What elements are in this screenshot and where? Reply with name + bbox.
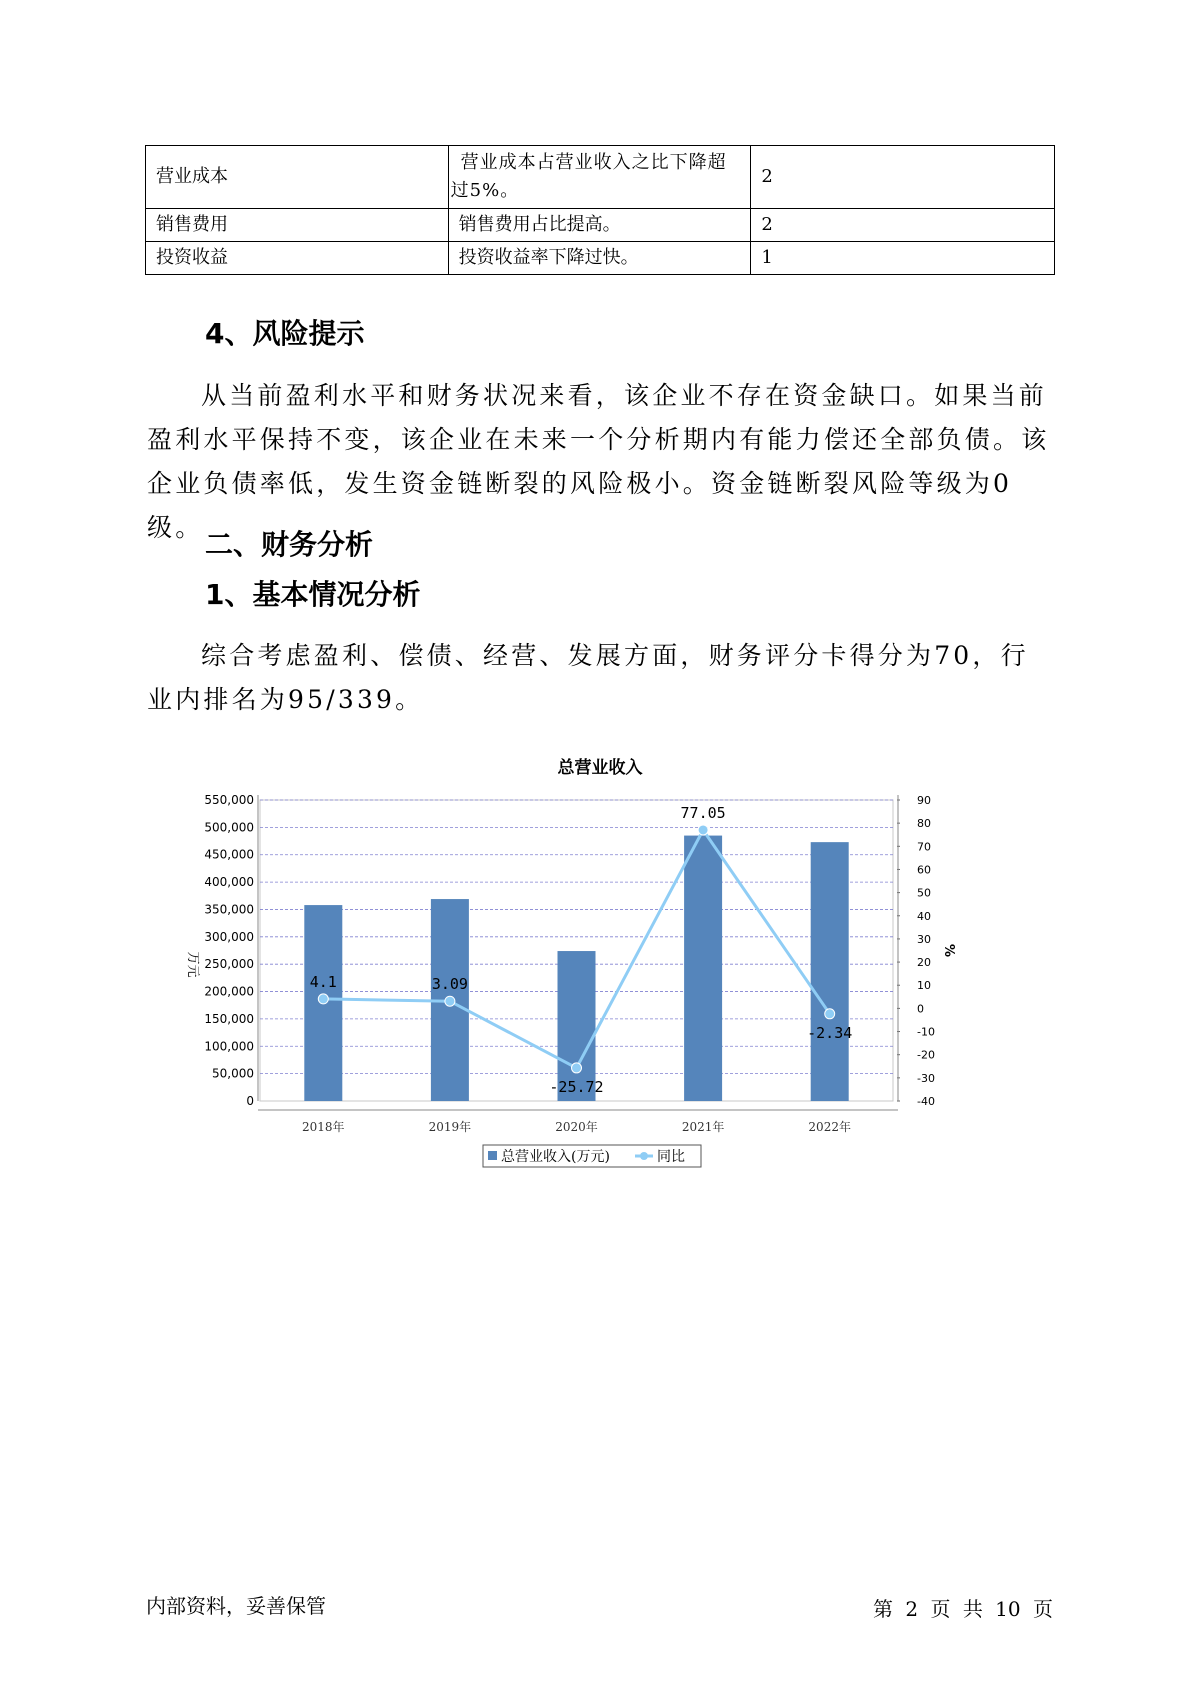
yoy-point: [445, 996, 455, 1006]
x-tick-label: 2022年: [808, 1120, 851, 1134]
y-tick-label: 350,000: [204, 902, 254, 917]
y2-tick-label: -30: [917, 1071, 935, 1085]
y2-tick-label: 10: [917, 979, 931, 993]
footer-page-number: 第 2 页 共 10 页: [873, 1597, 1053, 1621]
bar: [811, 842, 849, 1101]
y-tick-label: 400,000: [204, 875, 254, 890]
y2-tick-label: -20: [917, 1048, 935, 1062]
y-tick-label: 50,000: [212, 1066, 254, 1081]
table-row: [146, 146, 1055, 209]
table-row: [146, 209, 1055, 242]
y-tick-label: 250,000: [204, 957, 254, 972]
y2-tick-label: 60: [917, 863, 931, 877]
y2-tick-label: 70: [917, 840, 931, 854]
x-tick-label: 2021年: [681, 1120, 725, 1134]
yoy-data-label: 4.1: [309, 972, 337, 991]
chart-legend: [483, 1145, 701, 1167]
legend-swatch-bar: [488, 1151, 497, 1160]
risk-heading: 4、风险提示: [205, 317, 365, 350]
revenue-chart: [175, 745, 975, 1205]
table-row: [146, 242, 1055, 275]
finance-heading: 二、财务分析: [205, 528, 374, 561]
y2-tick-label: -40: [917, 1095, 935, 1108]
yoy-data-label: -2.34: [807, 1023, 853, 1042]
y-tick-label: 500,000: [204, 820, 254, 835]
y-tick-label: 150,000: [204, 1011, 254, 1026]
yoy-data-label: -25.72: [549, 1077, 604, 1096]
y-axis-title: 万元: [185, 951, 200, 978]
table-cell-score: 2: [751, 209, 1055, 242]
table-cell-condition: 销售费用占比提高。: [448, 209, 751, 242]
bar: [684, 836, 722, 1101]
yoy-point: [825, 1009, 835, 1019]
y2-tick-label: 80: [917, 817, 931, 831]
y-tick-label: 300,000: [204, 929, 254, 944]
y2-tick-label: 40: [917, 909, 931, 923]
y-tick-label: 200,000: [204, 984, 254, 999]
legend-label-bar: 总营业收入(万元): [501, 1149, 610, 1165]
yoy-data-label: 77.05: [680, 803, 726, 822]
y2-axis-title: %: [941, 943, 956, 958]
risk-score-table: [145, 145, 1055, 275]
y2-tick-label: 90: [917, 794, 931, 807]
x-tick-label: 2019年: [428, 1120, 472, 1134]
chart-title: 总营业收入: [557, 758, 643, 778]
y2-tick-label: 20: [917, 956, 931, 970]
table-cell-item: 销售费用: [146, 209, 449, 242]
y2-tick-label: 50: [917, 886, 931, 900]
condition-line-2: 过5%。: [450, 180, 520, 201]
yoy-point: [698, 825, 708, 835]
y2-tick-label: 30: [917, 932, 931, 946]
y-tick-label: 100,000: [204, 1039, 254, 1054]
risk-paragraph: 从当前盈利水平和财务状况来看，该企业不存在资金缺口。如果当前盈利水平保持不变，该企业在未来一个分析期内有能力偿还全部负债。该企业负债率低，发生资金链断裂的风险极小。资金链断裂风险等级为0级。: [147, 381, 1050, 542]
legend-swatch-point: [640, 1152, 648, 1160]
basic-heading: 1、基本情况分析: [205, 578, 421, 611]
basic-paragraph: 综合考虑盈利、偿债、经营、发展方面，财务评分卡得分为70，行业内排名为95/339。: [147, 641, 1029, 714]
table-cell-item: 投资收益: [146, 242, 449, 275]
y-tick-label: 0: [246, 1094, 254, 1108]
x-tick-label: 2018年: [302, 1120, 345, 1134]
y-tick-label: 550,000: [204, 793, 254, 807]
table-cell-condition: 投资收益率下降过快。: [448, 242, 751, 275]
table-cell-score: 1: [751, 242, 1055, 275]
yoy-point: [318, 994, 328, 1004]
footer-confidential: 内部资料，妥善保管: [146, 1594, 326, 1618]
legend-label-line: 同比: [657, 1149, 685, 1165]
table-cell-condition: [448, 146, 751, 209]
y-tick-label: 450,000: [204, 847, 254, 862]
y2-tick-label: 0: [917, 1002, 924, 1016]
y2-tick-label: -10: [917, 1025, 935, 1039]
yoy-data-label: 3.09: [431, 975, 468, 994]
table-cell-item: 营业成本: [146, 146, 449, 209]
yoy-point: [572, 1063, 582, 1073]
table-cell-score: 2: [751, 146, 1055, 209]
condition-line-1: 营业成本占营业收入之比下降超: [460, 152, 727, 173]
x-tick-label: 2020年: [555, 1120, 598, 1134]
bar-series: [304, 836, 848, 1101]
